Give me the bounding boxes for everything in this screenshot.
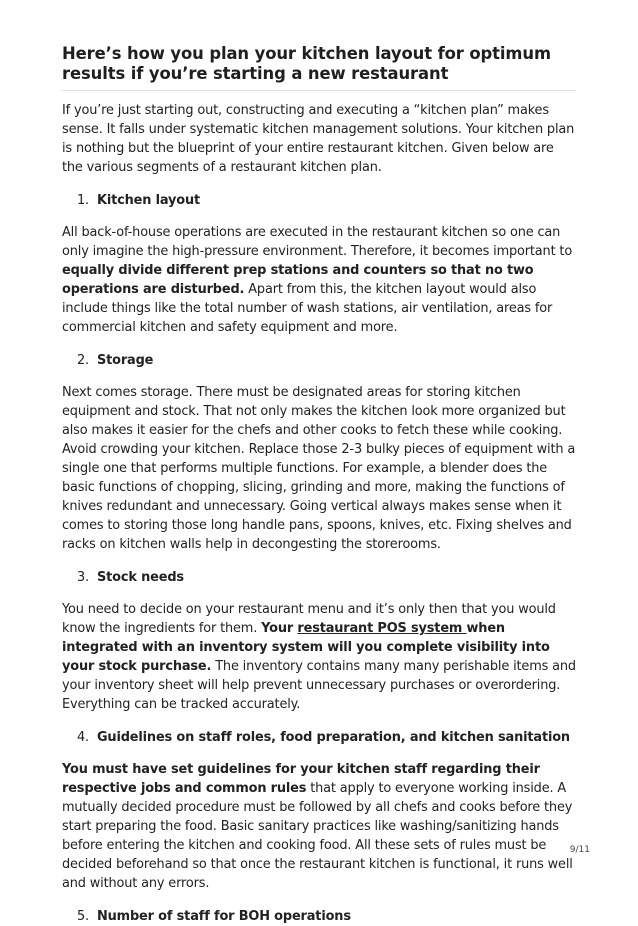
- intro-paragraph: If you’re just starting out, constructing and executing a “kitchen plan” makes sense. It falls under systematic kitchen management solutions. Your kitchen plan is nothing but the blueprint of your entire restaurant kitchen. Given below are the various segments of a restaurant kitchen plan.: [62, 103, 575, 175]
- list-number: 4.: [77, 730, 89, 745]
- list-number: 3.: [77, 570, 89, 585]
- list-title: Storage: [97, 353, 154, 368]
- page-number: 9/11: [569, 845, 590, 855]
- restaurant-pos-system-link[interactable]: restaurant POS system: [297, 621, 467, 636]
- list-item-kitchen-layout: [77, 191, 576, 210]
- list-title: Number of staff for BOH operations: [97, 909, 351, 924]
- list-number: 1.: [77, 193, 89, 208]
- bold-text: when integrated with an inventory system will you complete visibility into your stock purchase.: [62, 621, 550, 674]
- text-run: that apply to everyone working inside. A mutually decided procedure must be followed by all chefs and cooks before they start preparing the food. Basic sanitary practices like washing/sanitizing hands before entering the kitchen and cooking food. All these sets of rules must be decided beforehand so that once the restaurant kitchen is functional, it runs well and without any errors.: [62, 781, 573, 891]
- bold-text: Your: [261, 621, 298, 636]
- list-number: 2.: [77, 353, 89, 368]
- list-item-guidelines: [77, 728, 576, 747]
- text-run: You need to decide on your restaurant menu and it’s only then that you would know the ingredients for them.: [62, 602, 556, 636]
- section-heading: Here’s how you plan your kitchen layout for optimum results if you’re starting a new restaurant: [62, 44, 576, 91]
- guidelines-paragraph: [62, 760, 576, 893]
- bold-text: equally divide different prep stations and counters so that no two operations are disturbed.: [62, 263, 534, 297]
- list-title: Guidelines on staff roles, food preparation, and kitchen sanitation: [97, 730, 570, 745]
- bold-text: You must have set guidelines for your kitchen staff regarding their respective jobs and common rules: [62, 762, 540, 796]
- list-item-stock-needs: [77, 568, 576, 587]
- storage-paragraph: Next comes storage. There must be designated areas for storing kitchen equipment and stock. That not only makes the kitchen look more organized but also makes it easier for the chefs and other cooks to fetch these while cooking. Avoid crowding your kitchen. Replace those 2-3 bulky pieces of equipment with a single one that performs multiple functions. For example, a blender does the basic functions of chopping, slicing, grinding and more, making the functions of knives redundant and unnecessary. Going vertical always makes sense when it comes to storing those long handle pans, spoons, knives, etc. Fixing shelves and racks on kitchen walls help in decongesting the storerooms.: [62, 385, 576, 552]
- list-item-boh-staff: [77, 907, 576, 926]
- list-number: 5.: [77, 909, 89, 924]
- kitchen-layout-paragraph: [62, 223, 576, 337]
- list-title: Kitchen layout: [97, 193, 201, 208]
- text-run: The inventory contains many many perishable items and your inventory sheet will help prevent unnecessary purchases or overordering. Everything can be tracked accurately.: [62, 659, 576, 712]
- list-item-storage: [77, 351, 576, 370]
- stock-needs-paragraph: [62, 600, 576, 714]
- text-run: Apart from this, the kitchen layout would also include things like the total number of wash stations, air ventilation, areas for commercial kitchen and safety equipment and more.: [62, 282, 553, 335]
- text-run: All back-of-house operations are executed in the restaurant kitchen so one can only imagine the high-pressure environment. Therefore, it becomes important to: [62, 225, 573, 259]
- list-title: Stock needs: [97, 570, 184, 585]
